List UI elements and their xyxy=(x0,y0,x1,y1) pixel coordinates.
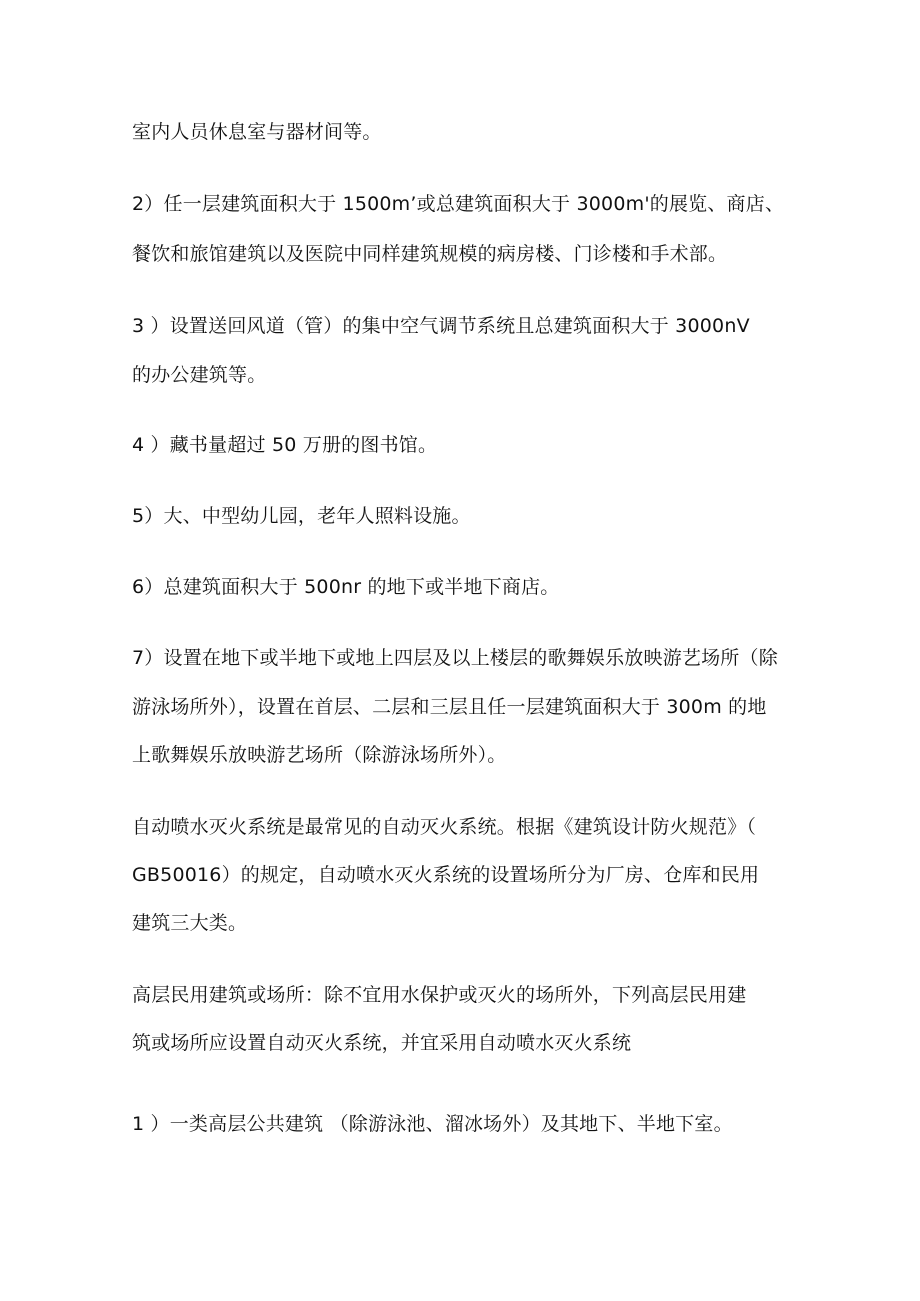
text-line: 的办公建筑等。 xyxy=(132,364,267,386)
text-line: 7）设置在地下或半地下或地上四层及以上楼层的歌舞娱乐放映游艺场所（除 xyxy=(132,647,778,669)
text-line: 2）任一层建筑面积大于 1500m’或总建筑面积大于 3000m'的展览、商店、 xyxy=(132,193,785,215)
text-line: 建筑三大类。 xyxy=(132,912,248,934)
text-line: 高层民用建筑或场所：除不宜用水保护或灭火的场所外，下列高层民用建 xyxy=(132,984,747,1006)
text-line: 1 ）一类高层公共建筑 （除游泳池、溜冰场外）及其地下、半地下室。 xyxy=(132,1113,733,1135)
text-line: 室内人员休息室与器材间等。 xyxy=(132,121,382,143)
text-line: 上歌舞娱乐放映游艺场所（除游泳场所外）。 xyxy=(132,744,507,766)
text-line: 餐饮和旅馆建筑以及医院中同样建筑规模的病房楼、门诊楼和手术部。 xyxy=(132,243,728,265)
text-line: 游泳场所外），设置在首层、二层和三层且任一层建筑面积大于 300m 的地 xyxy=(132,696,767,718)
text-line: 5）大、中型幼儿园，老年人照料设施。 xyxy=(132,505,471,527)
text-line: 自动喷水灭火系统是最常见的自动灭火系统。根据《建筑设计防火规范》（ xyxy=(132,816,757,838)
text-line: GB50016）的规定，自动喷水灭火系统的设置场所分为厂房、仓库和民用 xyxy=(132,864,760,886)
text-line: 筑或场所应设置自动灭火系统，并宜采用自动喷水灭火系统 xyxy=(132,1032,632,1054)
text-line: 6）总建筑面积大于 500nr 的地下或半地下商店。 xyxy=(132,576,560,598)
text-line: 3 ）设置送回风道（管）的集中空气调节系统且总建筑面积大于 3000nV xyxy=(132,315,750,337)
text-line: 4 ）藏书量超过 50 万册的图书馆。 xyxy=(132,434,438,456)
